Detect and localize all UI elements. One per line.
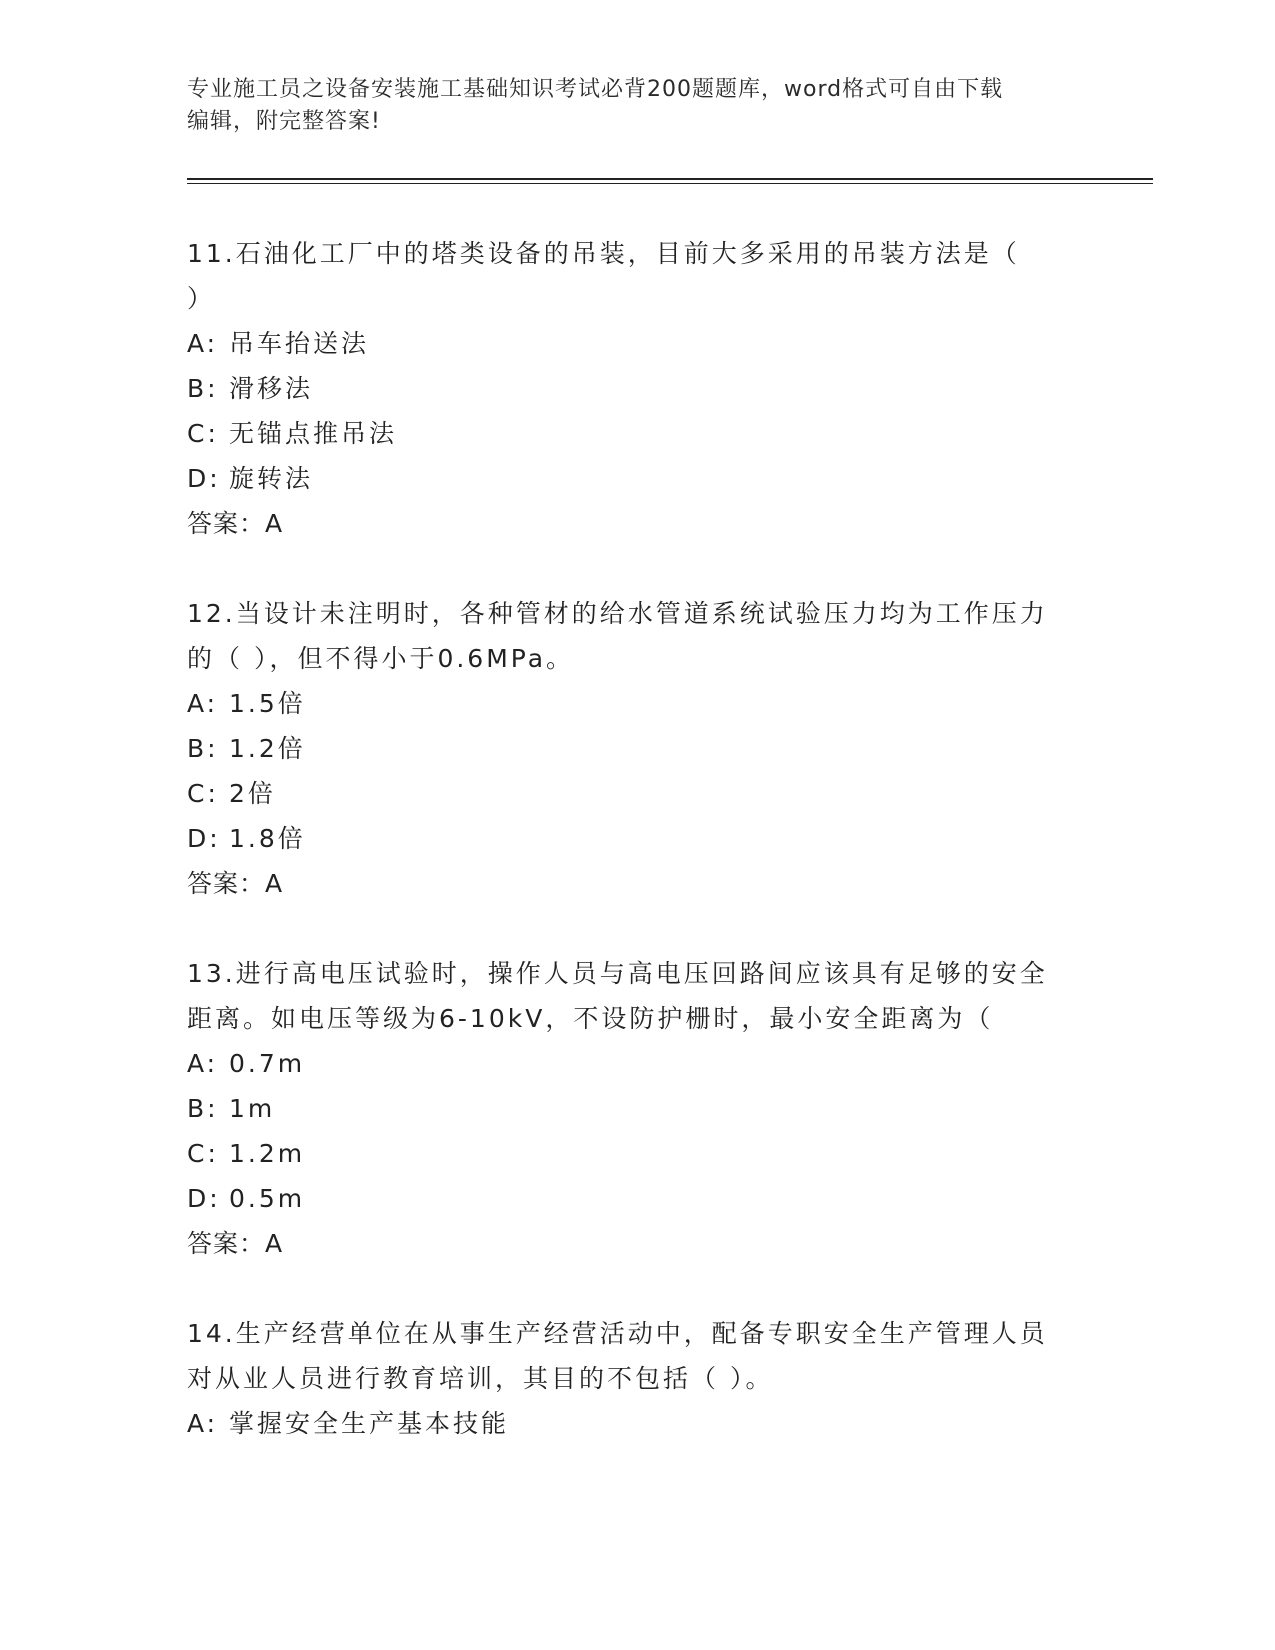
option-b (187, 366, 1087, 411)
option-key: C: (187, 1139, 219, 1168)
question-stem-line2: ） (187, 284, 216, 313)
option-d (187, 456, 1087, 501)
option-c (187, 1131, 1087, 1176)
header-divider-thick (187, 178, 1153, 180)
option-text: 无锚点推吊法 (229, 419, 398, 448)
option-c (187, 411, 1087, 456)
option-a (187, 1041, 1087, 1086)
option-b (187, 726, 1087, 771)
option-key: C: (187, 419, 219, 448)
option-text: 1m (229, 1094, 276, 1123)
option-key: C: (187, 779, 219, 808)
question-12 (187, 591, 1087, 906)
option-key: D: (187, 464, 221, 493)
option-text: 1.2倍 (229, 734, 306, 763)
header-title-line1: 专业施工员之设备安装施工基础知识考试必背200题题库，word格式可自由下载 (187, 77, 1004, 102)
answer-line: 答案：A (187, 869, 284, 898)
question-stem-line2: 对从业人员进行教育培训，其目的不包括（ ）。 (187, 1364, 774, 1393)
question-stem-line2: 的（ ），但不得小于0.6MPa。 (187, 644, 575, 673)
option-key: A: (187, 1409, 219, 1438)
option-text: 掌握安全生产基本技能 (229, 1409, 510, 1438)
option-text: 旋转法 (229, 464, 314, 493)
question-stem-line1: 11.石油化工厂中的塔类设备的吊装，目前大多采用的吊装方法是（ (187, 239, 1020, 268)
option-text: 2倍 (229, 779, 276, 808)
document-header (187, 74, 1077, 138)
option-key: D: (187, 824, 221, 853)
option-text: 滑移法 (229, 374, 314, 403)
option-a (187, 681, 1087, 726)
option-key: B: (187, 374, 219, 403)
question-stem-line2: 距离。如电压等级为6-10kV，不设防护栅时，最小安全距离为（ (187, 1004, 994, 1033)
question-13 (187, 951, 1087, 1266)
option-b (187, 1086, 1087, 1131)
option-key: A: (187, 1049, 219, 1078)
option-text: 1.2m (229, 1139, 306, 1168)
option-d (187, 816, 1087, 861)
option-text: 吊车抬送法 (229, 329, 370, 358)
option-d (187, 1176, 1087, 1221)
option-text: 1.8倍 (229, 824, 306, 853)
option-key: A: (187, 689, 219, 718)
question-11 (187, 231, 1087, 546)
answer-line: 答案：A (187, 1229, 284, 1258)
option-text: 0.5m (229, 1184, 306, 1213)
option-a (187, 321, 1087, 366)
option-c (187, 771, 1087, 816)
question-stem-line1: 14.生产经营单位在从事生产经营活动中，配备专职安全生产管理人员 (187, 1319, 1048, 1348)
question-stem-line1: 12.当设计未注明时，各种管材的给水管道系统试验压力均为工作压力 (187, 599, 1048, 628)
option-a (187, 1401, 1087, 1446)
header-divider-thin (187, 183, 1153, 184)
option-key: A: (187, 329, 219, 358)
option-key: B: (187, 1094, 219, 1123)
option-key: D: (187, 1184, 221, 1213)
option-text: 1.5倍 (229, 689, 306, 718)
answer-line: 答案：A (187, 509, 284, 538)
question-stem-line1: 13.进行高电压试验时，操作人员与高电压回路间应该具有足够的安全 (187, 959, 1048, 988)
question-14 (187, 1311, 1087, 1446)
option-key: B: (187, 734, 219, 763)
header-title-line2: 编辑，附完整答案! (187, 109, 381, 134)
option-text: 0.7m (229, 1049, 306, 1078)
